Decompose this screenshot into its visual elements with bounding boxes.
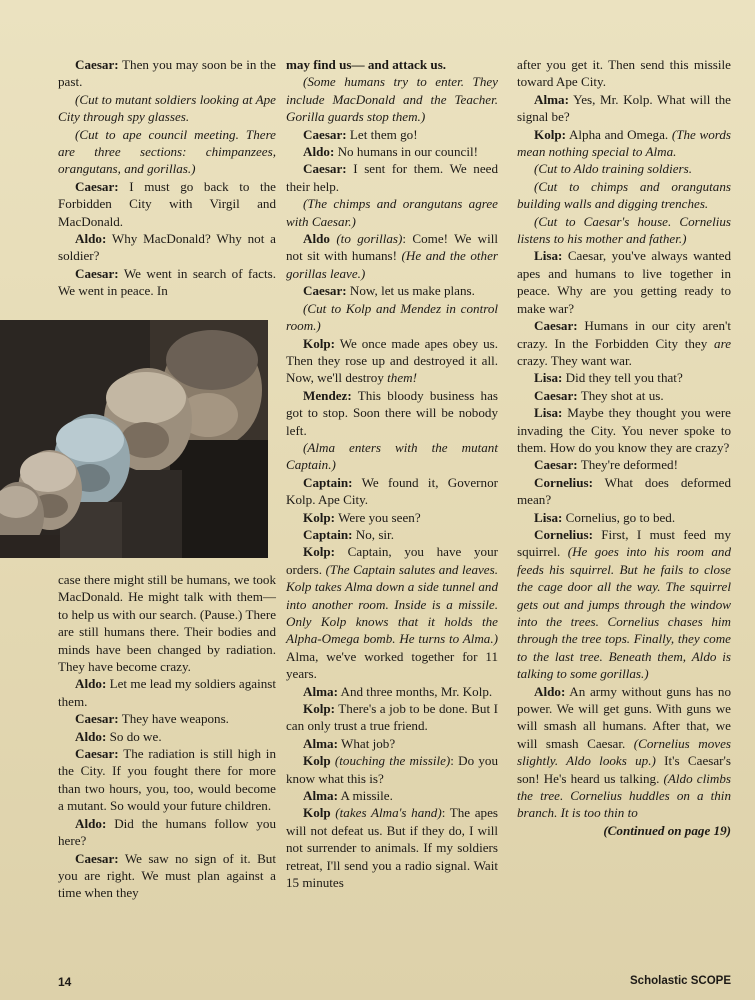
speaker-name: Caesar: — [534, 387, 578, 403]
script-paragraph — [517, 317, 731, 369]
script-paragraph — [58, 178, 276, 230]
speaker-name: Kolp: — [303, 335, 336, 351]
dialogue-text: We saw no sign of it. But you are right. We must plan against a time when they — [58, 850, 276, 901]
column-2 — [286, 56, 498, 892]
stage-direction: (He and the other gorillas leave.) — [286, 248, 498, 281]
script-paragraph — [517, 474, 731, 509]
speaker-name: Lisa: — [534, 248, 563, 264]
stage-direction: (He goes into his room and feeds his squirrel. But he fails to close the cage door all the way. The squirrel gets out and jumps through the window into the trees. Cornelius chases him through the tree tops. Finally, they come to the last tree. Beneath them, Aldo is talking to some gorillas.) — [517, 544, 731, 682]
column-1 — [58, 56, 276, 300]
stage-direction: (touching the missile) — [330, 753, 451, 769]
script-paragraph — [58, 710, 276, 727]
script-paragraph — [517, 126, 731, 161]
dialogue-text: No, sir. — [352, 526, 394, 542]
dialogue-text: We went in search of facts. We went in peace. In — [58, 265, 276, 299]
script-paragraph — [286, 195, 498, 230]
script-paragraph — [58, 728, 276, 745]
script-paragraph — [286, 526, 498, 543]
script-paragraph — [517, 683, 731, 822]
script-paragraph — [517, 178, 731, 213]
stage-direction: (The words mean nothing special to Alma. — [517, 126, 731, 160]
stage-direction: (Cut to Caesar's house. Cornelius listens to his mother and father.) — [517, 213, 731, 247]
dialogue-text: There's a job to be done. But I can only trust a true friend. — [286, 701, 498, 734]
script-paragraph — [517, 56, 731, 91]
dialogue-text: What job? — [337, 735, 396, 751]
dialogue-text: I sent for them. We need their help. — [286, 161, 498, 194]
dialogue-text: We once made apes obey us. Then they rose up and destroyed it all. Now, we'll destroy — [286, 335, 498, 386]
dialogue-text: We found it, Governor Kolp. Ape City. — [286, 474, 498, 508]
speaker-name: Caesar: — [303, 161, 347, 177]
script-paragraph — [286, 230, 498, 282]
speaker-name: Kolp — [303, 753, 331, 769]
speaker-name: Caesar: — [534, 318, 578, 334]
dialogue-text: Let them go! — [346, 126, 418, 142]
stage-direction: (The chimps and orangutans agree with Caesar.) — [286, 196, 498, 229]
stage-direction: them! — [387, 370, 417, 386]
script-paragraph — [286, 160, 498, 195]
script-paragraph — [517, 160, 731, 177]
speaker-name: Caesar: — [534, 457, 578, 473]
dialogue-text: An army without guns has no power. We will get guns. With guns we will smash all humans. After that, we will smash Caesar. — [517, 683, 731, 751]
script-paragraph — [286, 543, 498, 682]
script-paragraph — [517, 526, 731, 683]
speaker-name: Caesar: — [75, 711, 119, 727]
script-paragraph — [286, 474, 498, 509]
script-paragraph — [286, 126, 498, 143]
dialogue-text: A missile. — [337, 788, 393, 804]
dialogue-text: Then you may soon be in the past. — [58, 57, 276, 90]
stage-direction: (Cut to Kolp and Mendez in control room.) — [286, 300, 498, 334]
dialogue-text: : The apes will not defeat us. But if they do, I will not surrender to animals. If my soldiers retreat, I'll send you a radio signal. Wait 15 minutes — [286, 805, 498, 891]
script-paragraph — [58, 571, 276, 675]
script-paragraph — [286, 73, 498, 125]
dialogue-text: : Come! We will not sit with humans! — [286, 231, 498, 264]
speaker-name: Captain: — [303, 526, 353, 542]
stage-direction: are — [714, 335, 731, 351]
script-paragraph — [517, 91, 731, 126]
speaker-name: Kolp: — [303, 509, 336, 525]
script-paragraph — [58, 91, 276, 126]
script-paragraph — [517, 387, 731, 404]
script-paragraph — [286, 439, 498, 474]
script-paragraph — [286, 387, 498, 439]
script-paragraph — [58, 265, 276, 300]
dialogue-text: Did they tell you that? — [562, 370, 683, 386]
script-paragraph — [517, 404, 731, 456]
stage-direction: (Alma enters with the mutant Captain.) — [286, 439, 498, 473]
ape-photo — [0, 320, 268, 558]
dialogue-text: : Do you know what this is? — [286, 753, 498, 786]
script-paragraph — [517, 509, 731, 526]
speaker-name: Caesar: — [75, 265, 119, 281]
script-paragraph — [58, 850, 276, 902]
column-1-lower — [58, 571, 276, 902]
dialogue-text: It's Caesar's son! He's heard us talking. — [517, 753, 731, 786]
script-paragraph — [517, 456, 731, 473]
dialogue-text: Maybe they thought you were invading the City. You never spoke to them. How do you know they are crazy? — [517, 405, 731, 455]
script-paragraph — [58, 675, 276, 710]
script-paragraph — [58, 230, 276, 265]
stage-direction: (Cut to mutant soldiers looking at Ape City through spy glasses. — [58, 91, 276, 125]
speaker-name: Lisa: — [534, 509, 563, 525]
dialogue-text: I must go back to the Forbidden City with Virgil and MacDonald. — [58, 178, 276, 229]
speaker-name: Alma: — [303, 683, 338, 699]
speaker-name: Kolp — [303, 805, 331, 821]
dialogue-text: Let me lead my soldiers against them. — [58, 676, 276, 709]
dialogue-text: They're deformed! — [577, 457, 678, 473]
script-paragraph — [286, 509, 498, 526]
stage-direction: (Some humans try to enter. They include MacDonald and the Teacher. Gorilla guards stop them.) — [286, 74, 498, 125]
dialogue-text: This bloody business has got to stop. Soon there will be nobody left. — [286, 387, 498, 438]
dialogue-text: Alma, we've worked together for 11 years. — [286, 648, 498, 682]
speaker-name: Alma: — [534, 91, 569, 107]
script-paragraph — [286, 56, 498, 73]
script-paragraph — [58, 745, 276, 815]
speaker-name: Aldo: — [75, 728, 107, 744]
script-paragraph — [286, 300, 498, 335]
dialogue-text: Humans in our city aren't crazy. In the Forbidden City they — [517, 318, 731, 351]
speaker-name: Caesar: — [303, 126, 347, 142]
speaker-name: Alma: — [303, 788, 338, 804]
speaker-name: Aldo: — [75, 676, 107, 692]
page-number: 14 — [58, 975, 72, 989]
dialogue-text: They shot at us. — [577, 387, 664, 403]
script-paragraph — [58, 126, 276, 178]
script-paragraph — [286, 143, 498, 160]
dialogue-text: case there might still be humans, we took MacDonald. He might talk with them—to help us with our search. (Pause.) There are still humans there. Their bodies and minds have been changed by radiation. They have become crazy. — [58, 572, 276, 675]
dialogue-text: And three months, Mr. Kolp. — [337, 683, 493, 699]
dialogue-text: The radiation is still high in the City. If you fought there for more than two hours, you, too, would become a mutant. So would your future children. — [58, 746, 276, 814]
script-paragraph — [286, 282, 498, 299]
dialogue-text: So do we. — [106, 728, 162, 744]
script-paragraph — [286, 335, 498, 387]
script-paragraph — [517, 369, 731, 386]
speaker-name: Aldo: — [75, 815, 107, 831]
speaker-name: Lisa: — [534, 405, 563, 421]
script-paragraph — [58, 56, 276, 91]
magazine-title: Scholastic SCOPE — [630, 975, 731, 987]
speaker-name: Captain: — [303, 474, 353, 490]
script-paragraph — [286, 700, 498, 735]
dialogue-text: Did the humans follow you here? — [58, 815, 276, 849]
speaker-name: Aldo — [303, 231, 330, 247]
speaker-name: Kolp: — [303, 544, 336, 560]
dialogue-text: Now, let us make plans. — [346, 283, 475, 299]
dialogue-text: after you get it. Then send this missile toward Ape City. — [517, 57, 731, 90]
speaker-name: Kolp: — [534, 126, 567, 142]
script-paragraph — [286, 787, 498, 804]
speaker-name: Lisa: — [534, 370, 563, 386]
stage-direction: (The Captain salutes and leaves. Kolp takes Alma down a side tunnel and into another room. Inside is a missile. Only Kolp knows that it holds the Alpha-Omega bomb. He turns to Alma.) — [286, 561, 498, 647]
script-paragraph — [58, 815, 276, 850]
continued-note: (Continued on page 19) — [603, 822, 731, 838]
speaker-name: Kolp: — [303, 701, 336, 717]
script-paragraph — [286, 735, 498, 752]
speaker-name: Alma: — [303, 735, 338, 751]
dialogue-text: Captain, you have your orders. — [286, 544, 498, 577]
dialogue-text: Were you seen? — [335, 509, 421, 525]
script-paragraph — [286, 752, 498, 787]
speaker-name: Caesar: — [303, 283, 347, 299]
speaker-name: Caesar: — [75, 57, 119, 72]
stage-direction: (Cut to Aldo training soldiers. — [534, 161, 693, 177]
dialogue-text: Why MacDonald? Why not a soldier? — [58, 231, 276, 264]
speaker-name: may find us— and attack us. — [286, 57, 447, 72]
dialogue-text: They have weapons. — [118, 711, 229, 727]
stage-direction: (Cornelius moves slightly. Aldo looks up.) — [517, 735, 731, 769]
dialogue-text: No humans in our council! — [334, 144, 478, 160]
dialogue-text: What does deformed mean? — [517, 474, 731, 508]
apes-image — [0, 320, 268, 558]
dialogue-text: crazy. They want war. — [517, 352, 632, 368]
stage-direction: (takes Alma's hand) — [330, 805, 442, 821]
speaker-name: Mendez: — [303, 387, 352, 403]
dialogue-text: Alpha and Omega. — [566, 126, 672, 142]
stage-direction: (Cut to chimps and orangutans building walls and digging trenches. — [517, 178, 731, 212]
script-paragraph — [286, 683, 498, 700]
speaker-name: Cornelius: — [534, 526, 593, 542]
stage-direction: (Cut to ape council meeting. There are three sections: chimpanzees, orangutans, and gorillas.) — [58, 126, 276, 177]
speaker-name: Caesar: — [75, 746, 119, 762]
dialogue-text: Cornelius, go to bed. — [562, 509, 676, 525]
speaker-name: Caesar: — [75, 850, 119, 866]
dialogue-text: Caesar, you've always wanted apes and humans to live together in peace. Why are you getting ready to make war? — [517, 248, 731, 316]
script-paragraph — [517, 213, 731, 248]
dialogue-text: First, I must feed my squirrel. — [517, 526, 731, 560]
column-3 — [517, 56, 731, 839]
speaker-name: Aldo: — [534, 683, 566, 699]
speaker-name: Aldo: — [75, 231, 107, 247]
stage-direction: (to gorillas) — [329, 231, 403, 247]
stage-direction: (Aldo climbs the tree. Cornelius huddles on a thin branch. It is too thin to — [517, 770, 731, 821]
dialogue-text: Yes, Mr. Kolp. What will the signal be? — [517, 91, 731, 125]
script-paragraph — [286, 804, 498, 891]
speaker-name: Caesar: — [75, 178, 119, 194]
script-paragraph — [517, 247, 731, 317]
speaker-name: Aldo: — [303, 144, 335, 160]
speaker-name: Cornelius: — [534, 474, 593, 490]
